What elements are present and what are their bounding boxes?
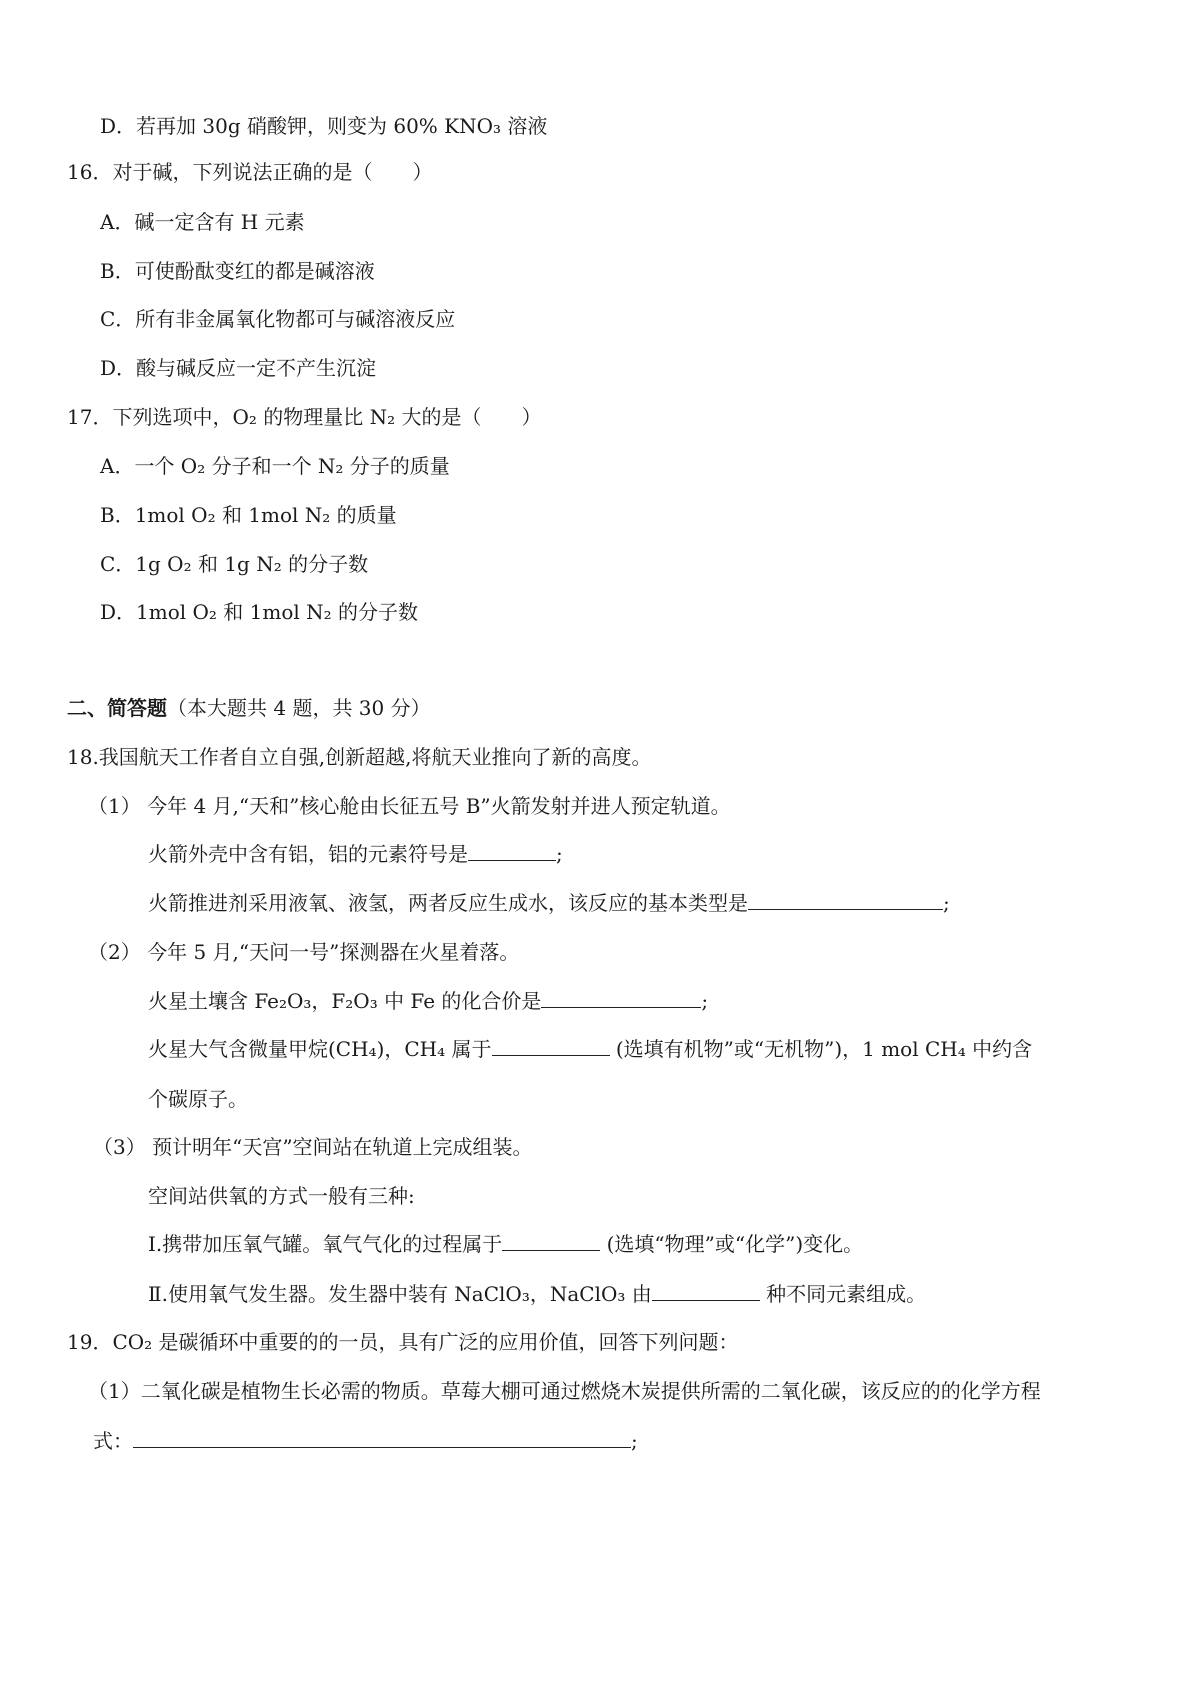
q18-part3 xyxy=(93,1133,533,1161)
answer-blank-change-type[interactable] xyxy=(502,1230,600,1251)
q18-part1-line2 xyxy=(148,889,950,917)
q18-stem: 18.我国航天工作者自立自强,创新超越,将航天业推向了新的高度。 xyxy=(67,745,652,769)
q16-option-a: A．碱一定含有 H 元素 xyxy=(100,210,305,234)
q18-part3-line1: 空间站供氧的方式一般有三种: xyxy=(148,1184,415,1208)
q19-part1-line2 xyxy=(93,1427,638,1455)
q18-part1-line2-end: ; xyxy=(943,891,950,915)
q16-option-d: D．酸与碱反应一定不产生沉淀 xyxy=(100,356,377,380)
q16-option-b: B．可使酚酞变红的都是碱溶液 xyxy=(100,259,375,283)
q18-part3-line3-end: 种不同元素组成。 xyxy=(766,1282,927,1306)
answer-blank-fe-valence[interactable] xyxy=(541,987,701,1008)
answer-blank-methane-class[interactable] xyxy=(492,1035,610,1056)
q18-part1-line1-end: ; xyxy=(556,842,563,866)
q18-part2-line1 xyxy=(148,987,708,1015)
q18-part3-line3 xyxy=(148,1280,926,1308)
q18-part3-line2 xyxy=(148,1230,863,1258)
q18-part2-line2 xyxy=(148,1035,1032,1063)
q18-part1-line2-text: 火箭推进剂采用液氧、液氢，两者反应生成水，该反应的基本类型是 xyxy=(148,891,748,915)
section-note: （本大题共 4 题，共 30 分） xyxy=(167,696,431,720)
q18-part2-line3: 个碳原子。 xyxy=(148,1087,248,1111)
q18-part1-text: 今年 4 月,“天和”核心舱由长征五号 B”火箭发射并进人预定轨道。 xyxy=(147,794,731,818)
q18-part2-line2-end: (选填有机物”或“无机物”)，1 mol CH₄ 中约含 xyxy=(615,1037,1033,1061)
q17-option-b: B．1mol O₂ 和 1mol N₂ 的质量 xyxy=(100,503,397,527)
q18-part2-line1-text: 火星土壤含 Fe₂O₃，F₂O₃ 中 Fe 的化合价是 xyxy=(148,989,542,1013)
q18-part3-line2-text: Ⅰ.携带加压氧气罐。氧气气化的过程属于 xyxy=(148,1232,503,1256)
q17-option-d: D．1mol O₂ 和 1mol N₂ 的分子数 xyxy=(100,600,419,624)
answer-blank-element-count[interactable] xyxy=(652,1280,760,1301)
q18-part2-line2-text: 火星大气含微量甲烷(CH₄)，CH₄ 属于 xyxy=(148,1037,492,1061)
q18-part1-line1-text: 火箭外壳中含有铝，铝的元素符号是 xyxy=(148,842,468,866)
q19-part1-line2-end: ; xyxy=(631,1429,638,1453)
q17-stem: 17．下列选项中，O₂ 的物理量比 N₂ 大的是（ ） xyxy=(67,405,542,429)
section-heading xyxy=(67,694,431,722)
q18-part2-line1-end: ; xyxy=(701,989,709,1013)
q18-part1-line1 xyxy=(148,840,563,868)
q18-part3-line2-end: (选填“物理”或“化学”)变化。 xyxy=(606,1232,864,1256)
section-title: 二、简答题 xyxy=(67,696,167,720)
q17-option-a: A．一个 O₂ 分子和一个 N₂ 分子的质量 xyxy=(100,454,450,478)
q18-part3-text: 预计明年“天宫”空间站在轨道上完成组装。 xyxy=(152,1135,533,1159)
q18-part3-number: （3） xyxy=(93,1135,146,1159)
answer-blank-chemical-equation[interactable] xyxy=(133,1427,631,1448)
q18-part1 xyxy=(88,792,731,820)
q15-option-d: D．若再加 30g 硝酸钾，则变为 60% KNO₃ 溶液 xyxy=(100,114,548,138)
q17-option-c: C．1g O₂ 和 1g N₂ 的分子数 xyxy=(100,552,369,576)
answer-blank-reaction-type[interactable] xyxy=(748,889,943,910)
q18-part2-number: （2） xyxy=(88,940,141,964)
q16-option-c: C．所有非金属氧化物都可与碱溶液反应 xyxy=(100,307,456,331)
q18-part1-number: （1） xyxy=(88,794,141,818)
q19-stem: 19．CO₂ 是碳循环中重要的的一员，具有广泛的应用价值，回答下列问题： xyxy=(67,1330,739,1354)
q18-part2-text: 今年 5 月,“天问一号”探测器在火星着落。 xyxy=(147,940,520,964)
q19-part1: （1）二氧化碳是植物生长必需的物质。草莓大棚可通过燃烧木炭提供所需的二氧化碳，该反应的的化学方程 xyxy=(88,1379,1041,1403)
answer-blank-aluminum-symbol[interactable] xyxy=(468,840,556,861)
q19-part1-line2-text: 式： xyxy=(93,1429,133,1453)
q16-stem: 16．对于碱，下列说法正确的是（ ） xyxy=(67,160,433,184)
q18-part2 xyxy=(88,938,519,966)
q18-part3-line3-text: Ⅱ.使用氧气发生器。发生器中装有 NaClO₃，NaClO₃ 由 xyxy=(148,1282,652,1306)
